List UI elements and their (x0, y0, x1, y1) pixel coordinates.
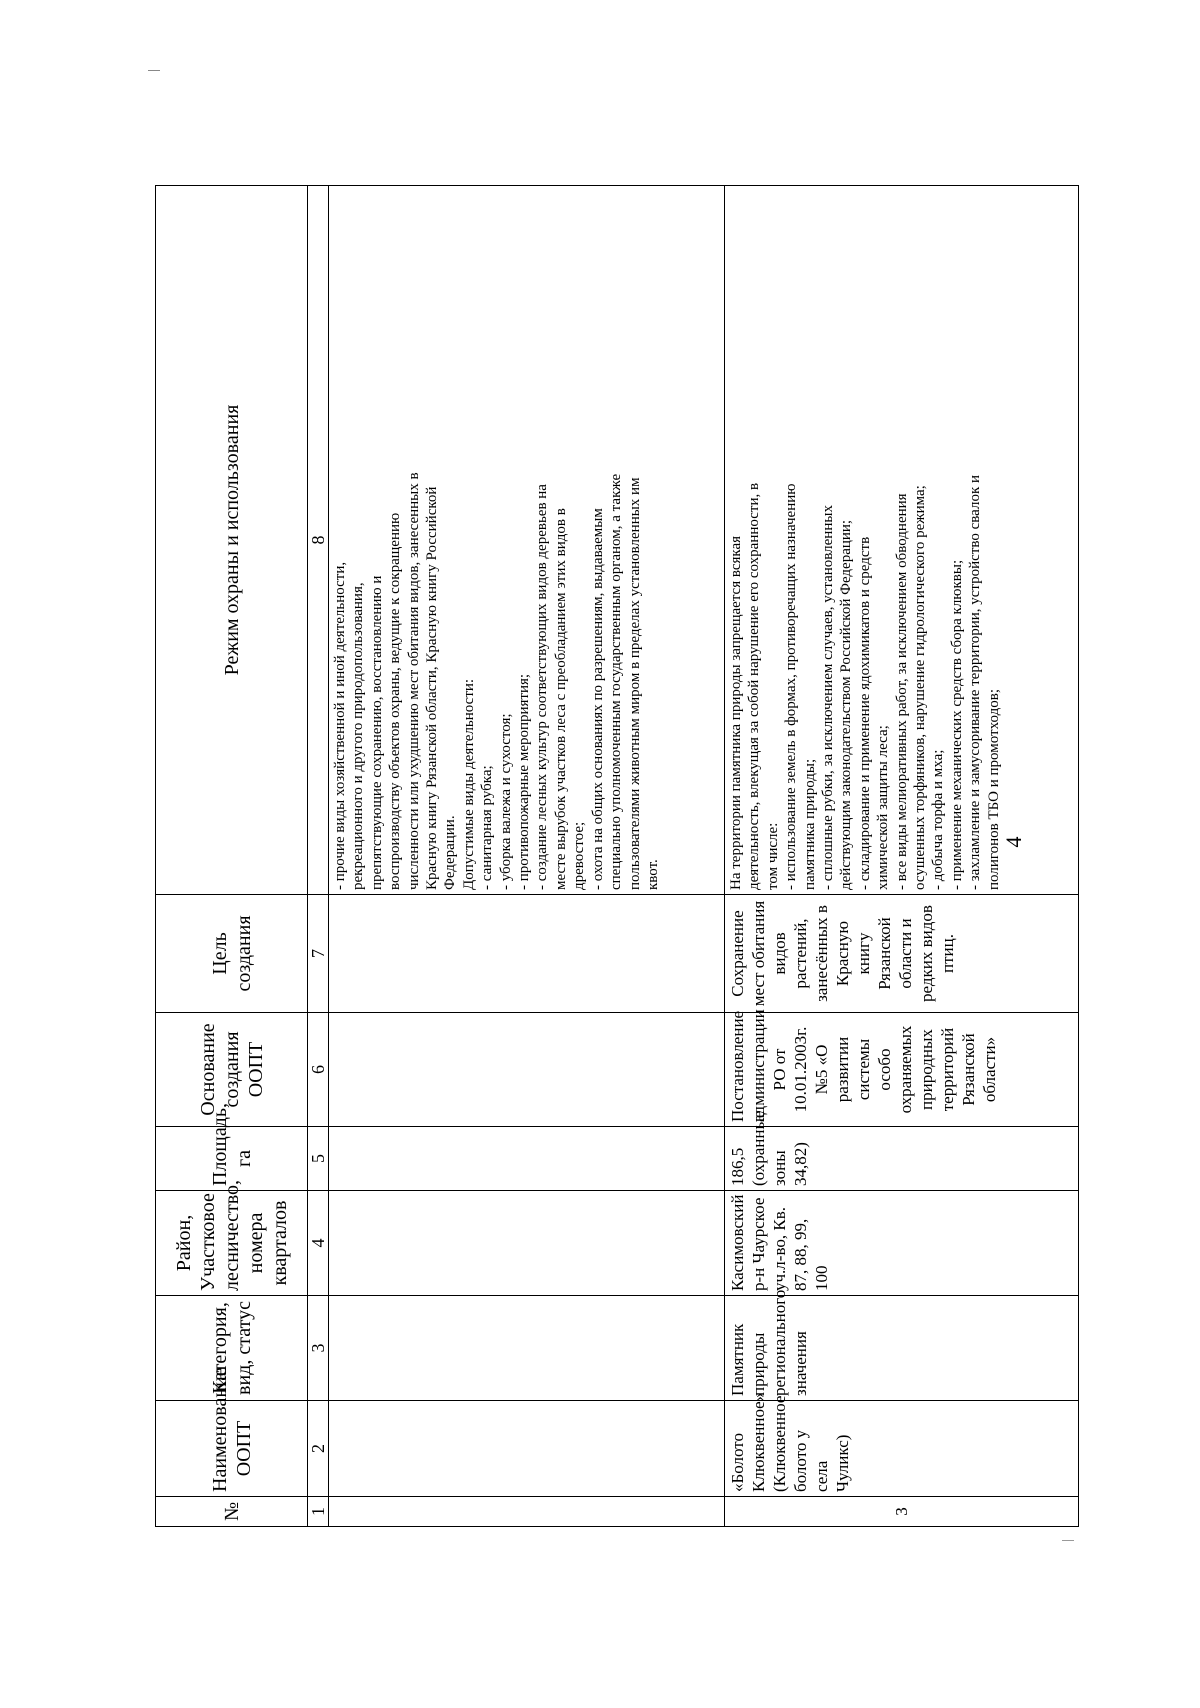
column-number: 8 (308, 186, 329, 895)
header-district: Район, Участковое лесничество, номера кварталов (156, 1191, 308, 1296)
table-row (725, 186, 1079, 1527)
regime-line: На территории памятника природы запрещается всякая (728, 535, 744, 890)
regime-line: - складирование и применение ядохимикатов и средств (856, 536, 873, 890)
continuation-row (329, 186, 725, 1527)
regime-line: воспроизводству объектов охраны, ведущие к сокращению (387, 512, 404, 890)
regime-line: - захламление и замусоривание территории, устройство свалок и (967, 474, 984, 890)
column-number: 1 (308, 1497, 329, 1527)
regime-cell (725, 186, 1079, 895)
header-category: Категория, вид, статус (156, 1296, 308, 1401)
header-regime: Режим охраны и использования (156, 186, 308, 895)
column-number: 4 (308, 1191, 329, 1296)
regime-line: - охота на общих основаниях по разрешениям, выдаваемым (589, 508, 606, 890)
area-category: Памятник природы регионального значения (725, 1296, 1079, 1401)
regime-line: специально уполномоченным государственным органом, а также (608, 473, 625, 890)
column-number: 6 (308, 1013, 329, 1127)
regime-line: действующим законодательством Российской Федерации; (838, 519, 855, 890)
regime-line: - применение механических средств сбора клюквы; (948, 559, 965, 890)
regime-line: квот. (644, 859, 661, 890)
regime-line: - сплошные рубки, за исключением случаев, установленных (820, 505, 837, 890)
regime-line: препятствующие сохранению, восстановлению и (368, 575, 385, 890)
regime-line: деятельность, влекущая за собой нарушение его сохранности, в (746, 482, 763, 890)
regime-line: памятника природы; (801, 758, 818, 890)
column-number-row (308, 186, 329, 1527)
regime-line: - санитарная рубка; (479, 765, 496, 890)
regime-line: Красную книгу Рязанской области, Красную книгу Российской (424, 486, 441, 890)
regime-text (727, 190, 1003, 890)
regime-line: - прочие виды хозяйственной и иной деятельности, (332, 561, 348, 890)
protected-areas-table (155, 185, 1079, 1527)
regime-line: численности или ухудшению мест обитания видов, занесенных в (405, 472, 422, 890)
regime-text (331, 190, 662, 890)
regime-line: месте вырубок участков леса с преобладанием этих видов в (552, 508, 569, 890)
regime-line: - создание лесных культур соответствующих видов деревьев на (534, 484, 551, 890)
rotated-content (50, 54, 1150, 1654)
header-name: Наименование ООПТ (156, 1401, 308, 1497)
header-area: Площадь, га (156, 1127, 308, 1191)
header-number: № (156, 1497, 308, 1527)
regime-line: том числе: (764, 822, 781, 890)
regime-line: - противопожарные мероприятия; (516, 673, 533, 890)
regime-line: рекреационного и другого природопользования, (350, 582, 367, 890)
column-number: 3 (308, 1296, 329, 1401)
column-number: 5 (308, 1127, 329, 1191)
regime-line: Допустимые виды деятельности: (460, 678, 477, 890)
area-district: Касимовский р-н Чаурское уч.л-во, Кв. 87, 88, 99, 100 (725, 1191, 1079, 1296)
column-number: 7 (308, 895, 329, 1013)
regime-line: - все виды мелиоративных работ, за исключением обводнения (893, 493, 910, 890)
regime-cell (329, 186, 725, 895)
header-row (156, 186, 308, 1527)
regime-line: осушенных торфяников, нарушение гидрологического режима; (912, 485, 929, 890)
regime-line: древостое; (571, 821, 588, 890)
header-goal: Цель создания (156, 895, 308, 1013)
regime-line: химической защиты леса; (875, 725, 892, 890)
regime-line: полигонов ТБО и промотходов; (985, 689, 1002, 890)
area-size: 186,5 (охранные зоны 34,82) (725, 1127, 1079, 1191)
column-number: 2 (308, 1401, 329, 1497)
row-number: 3 (725, 1497, 1079, 1527)
header-basis: Основание создания ООПТ (156, 1013, 308, 1127)
page-number: 4 (1001, 836, 1026, 848)
regime-line: - использование земель в формах, противоречащих назначению (783, 483, 800, 890)
regime-line: - уборка валежа и сухостоя; (497, 713, 514, 890)
area-basis: Постановление администрации РО от 10.01.2003г. №5 «О развитии системы особо охраняемых природных территорий Рязанской области» (725, 1013, 1079, 1127)
regime-line: пользователями животным миром в пределах установленных им (626, 477, 643, 890)
area-name: «Болото Клюквенное» (Клюквенное болото у села Чуликс) (725, 1401, 1079, 1497)
regime-line: Федерации. (442, 815, 459, 890)
area-goal: Сохранение мест обитания видов растений, занесённых в Красную книгу Рязанской области и редких видов птиц. (725, 895, 1079, 1013)
regime-line: - добыча торфа и мха; (930, 749, 947, 890)
